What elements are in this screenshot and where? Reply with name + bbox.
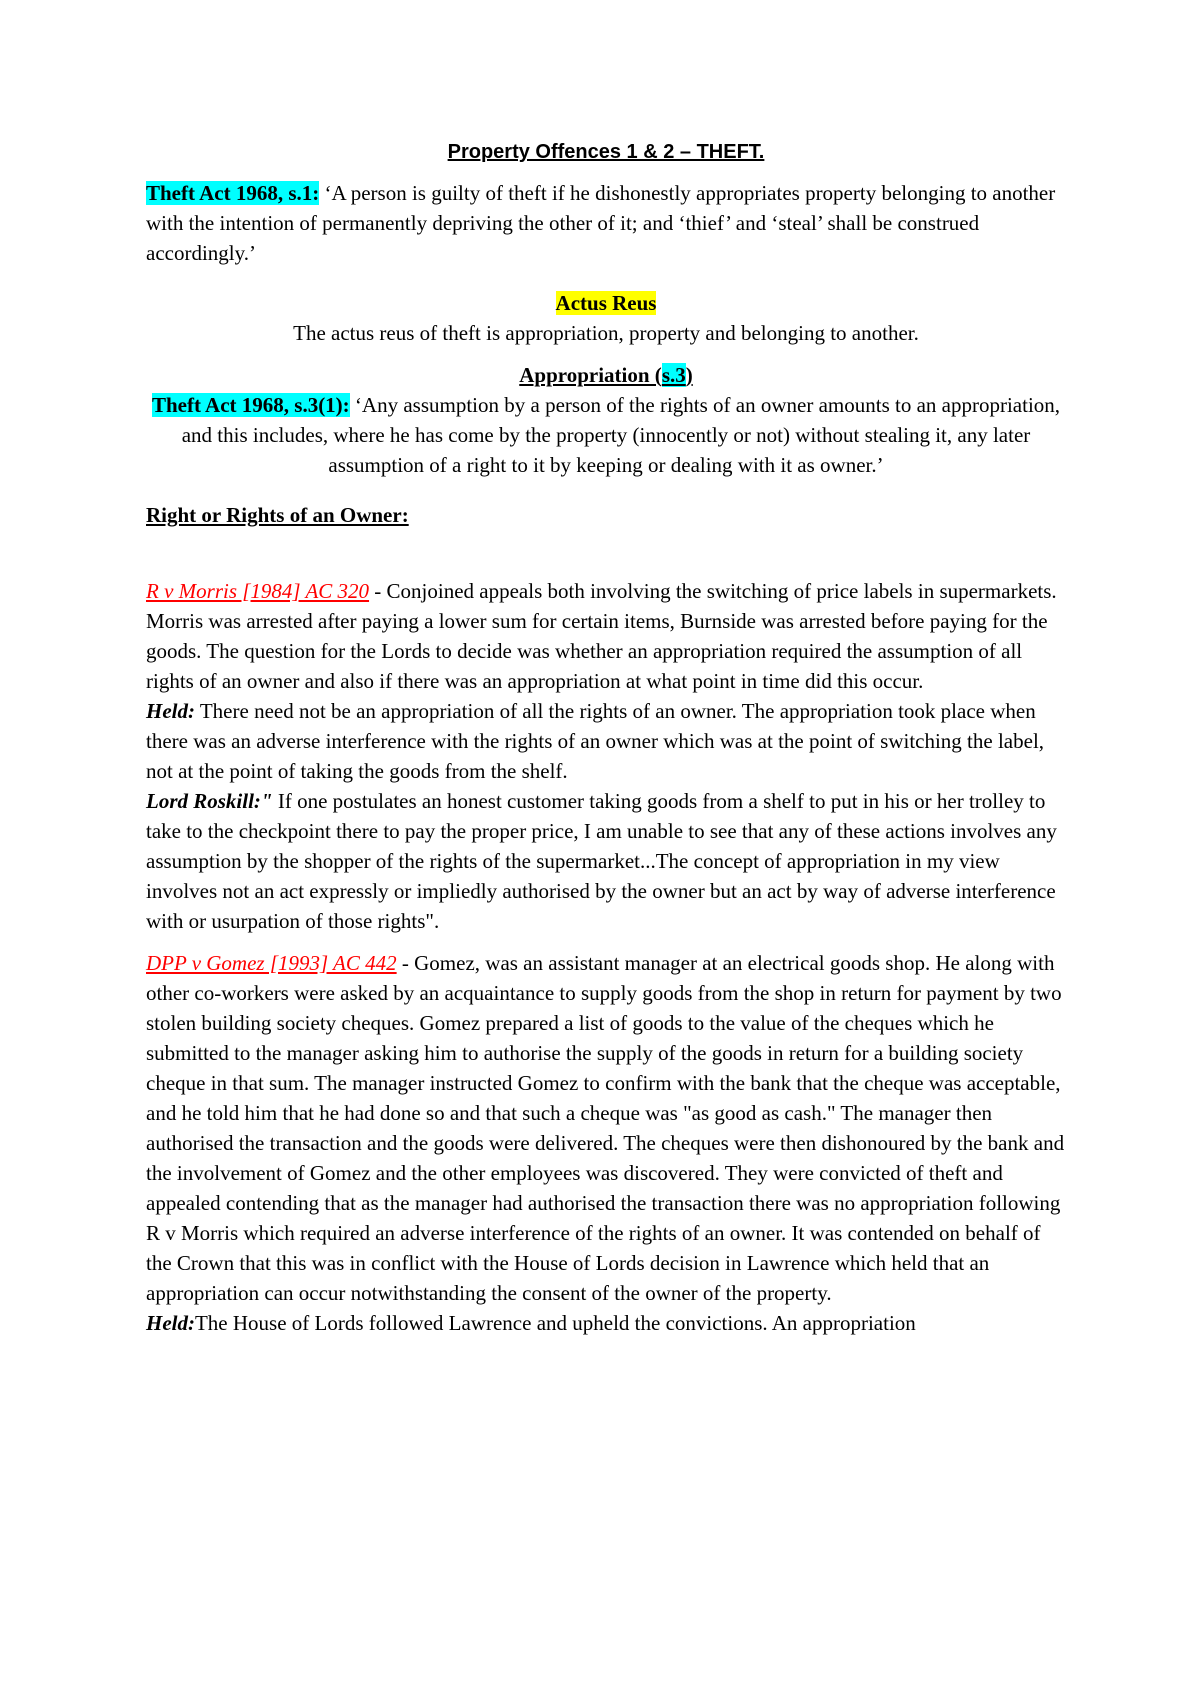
theft-act-s3-paragraph (146, 390, 1066, 480)
morris-case-paragraph (146, 576, 1066, 696)
morris-held-label: Held: (146, 699, 195, 723)
actus-reus-text: The actus reus of theft is appropriation, property and belonging to another. (293, 321, 919, 345)
gomez-case-paragraph (146, 948, 1066, 1308)
document-page (146, 140, 1066, 1338)
morris-judge-paragraph (146, 786, 1066, 936)
statute-text-s1: ‘A person is guilty of theft if he dishonestly appropriates property belonging to another with the intention of permanently depriving the other of it; and ‘thief’ and ‘steal’ shall be construed accordingly.’ (146, 181, 1056, 265)
appropriation-heading-text: Appropriation ( (519, 363, 662, 387)
statute-text-s3: ‘Any assumption by a person of the rights of an owner amounts to an appropriation, and this includes, where he has come by the property (innocently or not) without stealing it, any later assumption of a right to it by keeping or dealing with it as owner.’ (181, 393, 1061, 477)
appropriation-heading (146, 360, 1066, 390)
lord-roskill-quote: If one postulates an honest customer taking goods from a shelf to put in his or her trolley to take to the checkpoint there to pay the proper price, I am unable to see that any of these actions involves any assumption by the shopper of the rights of the supermarket...The concept of appropriation in my view involves not an act expressly or impliedly authorised by the owner but an act by way of adverse interference with or usurpation of those rights". (146, 789, 1057, 933)
actus-reus-heading-line (146, 288, 1066, 318)
morris-held-text: There need not be an appropriation of all the rights of an owner. The appropriation took place when there was an adverse interference with the rights of an owner which was at the point of switching the label, not at the point of taking the goods from the shelf. (146, 699, 1045, 783)
theft-act-s1-paragraph (146, 178, 1066, 268)
morris-case-link[interactable]: R v Morris [1984] AC 320 (146, 579, 370, 603)
morris-held-paragraph (146, 696, 1066, 786)
page-title: Property Offences 1 & 2 – THEFT. (447, 141, 765, 163)
gomez-case-text: - Gomez, was an assistant manager at an electrical goods shop. He along with other co-workers were asked by an acquaintance to supply goods from the shop in return for payment by two stolen building society cheques. Gomez prepared a list of goods to the value of the cheques which he submitted to the manager asking him to authorise the supply of the goods in return for a building society cheque in that sum. The manager instructed Gomez to confirm with the bank that the cheque was acceptable, and he told him that he had done so and that such a cheque was "as good as cash." The manager then authorised the transaction and the goods were delivered. The cheques were then dishonoured by the bank and the involvement of Gomez and the other employees was discovered. They were convicted of theft and appealed contending that as the manager had authorised the transaction there was no appropriation following R v Morris which required an adverse interference of the rights of an owner. It was contended on behalf of the Crown that this was in conflict with the House of Lords decision in Lawrence which held that an appropriation can occur notwithstanding the consent of the owner of the property. (146, 951, 1065, 1305)
gomez-held-text: The House of Lords followed Lawrence and upheld the convictions. An appropriation (194, 1311, 916, 1335)
statute-label-s1: Theft Act 1968, s.1: (146, 181, 320, 205)
morris-case-text: - Conjoined appeals both involving the switching of price labels in supermarkets. Morris was arrested after paying a lower sum for certain items, Burnside was arrested before paying for the goods. The question for the Lords to decide was whether an appropriation required the assumption of all rights of an owner and also if there was an appropriation at what point in time did this occur. (146, 579, 1057, 693)
actus-reus-heading: Actus Reus (555, 291, 657, 315)
statute-label-s3: Theft Act 1968, s.3(1): (151, 393, 350, 417)
appropriation-heading-section: s.3 (661, 363, 686, 387)
rights-of-owner-heading: Right or Rights of an Owner: (146, 503, 409, 527)
gomez-case-link[interactable]: DPP v Gomez [1993] AC 442 (146, 951, 397, 975)
appropriation-heading-end: ) (685, 363, 693, 387)
gomez-held-paragraph (146, 1308, 1066, 1338)
gomez-held-label: Held: (146, 1311, 195, 1335)
lord-roskill-label: Lord Roskill:" (146, 789, 273, 813)
